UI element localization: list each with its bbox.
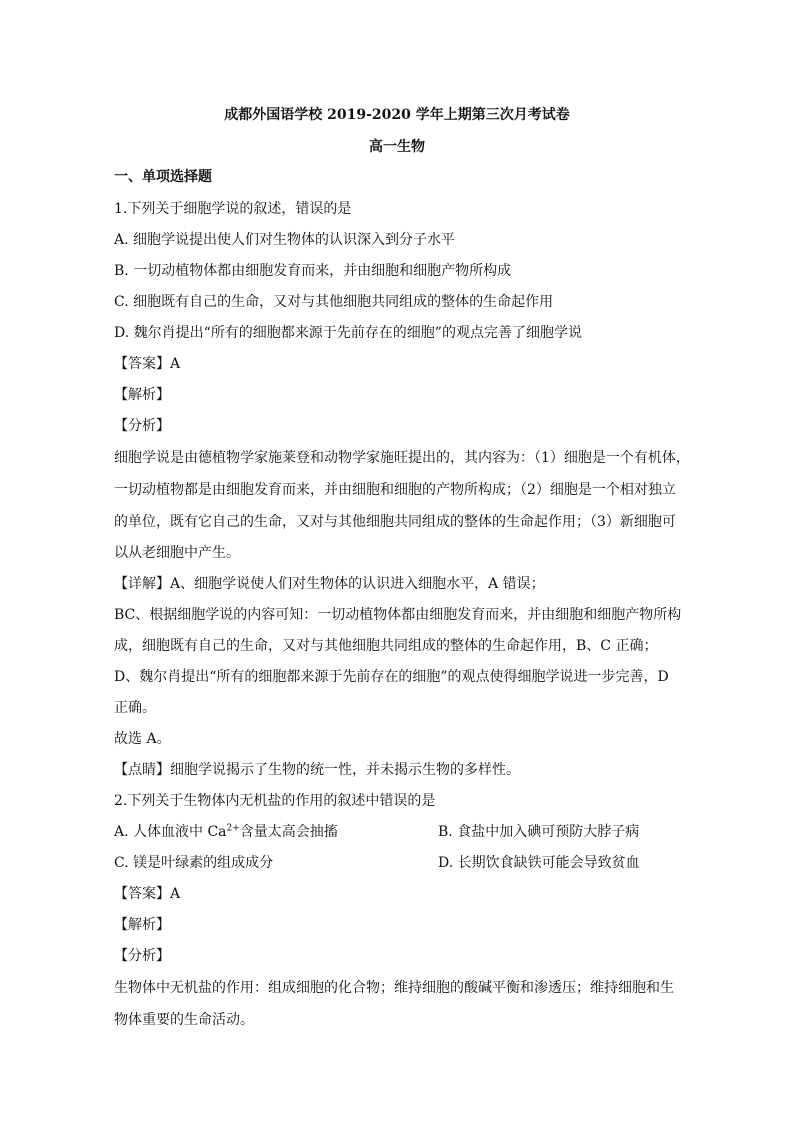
- q1-option-d: D. 魏尔肖提出“所有的细胞都来源于先前存在的细胞”的观点完善了细胞学说: [114, 325, 582, 341]
- q1-option-c: C. 细胞既有自己的生命，又对与其他细胞共同组成的整体的生命起作用: [114, 294, 554, 310]
- exam-subtitle: 高一生物: [369, 139, 425, 155]
- q1-detail-line: 成，细胞既有自己的生命，又对与其他细胞共同组成的整体的生命起作用，B、C 正确；: [114, 638, 658, 654]
- q1-option-a: A. 细胞学说提出使人们对生物体的认识深入到分子水平: [114, 232, 456, 248]
- q1-detail-line: 故选 A。: [114, 731, 171, 747]
- q2-analysis-line: 物体重要的生命活动。: [114, 1012, 254, 1028]
- q2-fenxi-label: 【分析】: [114, 948, 170, 964]
- q1-analysis-line: 细胞学说是由德植物学家施莱登和动物学家施旺提出的，其内容为：（1）细胞是一个有机体，: [114, 450, 690, 466]
- q1-answer: 【答案】A: [114, 356, 181, 372]
- question-2-stem: 2.下列关于生物体内无机盐的作用的叙述中错误的是: [114, 793, 436, 809]
- q1-note: 【点睛】细胞学说揭示了生物的统一性，并未揭示生物的多样性。: [114, 762, 520, 778]
- q2-option-d: D. 长期饮食缺铁可能会导致贫血: [438, 855, 640, 871]
- section-heading: 一、单项选择题: [114, 169, 212, 185]
- q2-option-a-superscript: 2+: [226, 823, 240, 834]
- question-1-stem: 1.下列关于细胞学说的叙述，错误的是: [114, 201, 352, 217]
- q2-option-b: B. 食盐中加入碘可预防大脖子病: [438, 824, 640, 840]
- q1-analysis-line: 以从老细胞中产生。: [114, 545, 240, 561]
- q1-detail-line: 正确。: [114, 700, 156, 716]
- q2-answer: 【答案】A: [114, 886, 181, 902]
- q1-detail-line: D、魏尔肖提出“所有的细胞都来源于先前存在的细胞”的观点使得细胞学说进一步完善，D: [114, 669, 669, 685]
- q2-option-a-text-end: 含量太高会抽搐: [239, 824, 338, 840]
- q2-jiexi-label: 【解析】: [114, 917, 170, 933]
- q1-analysis-line: 一切动植物都是由细胞发育而来，并由细胞和细胞的产物所构成；（2）细胞是一个相对独立: [114, 482, 676, 498]
- q1-jiexi-label: 【解析】: [114, 387, 170, 403]
- q2-analysis-line: 生物体中无机盐的作用：组成细胞的化合物；维持细胞的酸碱平衡和渗透压；维持细胞和生: [114, 980, 674, 996]
- q1-analysis-line: 的单位，既有它自己的生命，又对与其他细胞共同组成的整体的生命起作用；（3）新细胞可: [114, 514, 676, 530]
- q2-option-a: [114, 821, 338, 841]
- q1-option-b: B. 一切动植物体都由细胞发育而来，并由细胞和细胞产物所构成: [114, 263, 512, 279]
- q1-fenxi-label: 【分析】: [114, 418, 170, 434]
- exam-title: 成都外国语学校 2019-2020 学年上期第三次月考试卷: [224, 107, 570, 123]
- q1-detail-line: BC、根据细胞学说的内容可知：一切动植物体都由细胞发育而来，并由细胞和细胞产物所构: [114, 607, 682, 623]
- q2-option-c: C. 镁是叶绿素的组成成分: [114, 855, 274, 871]
- q2-option-a-text: A. 人体血液中 Ca: [114, 824, 227, 840]
- q1-detail-line: 【详解】A、细胞学说使人们对生物体的认识进入细胞水平，A 错误；: [114, 576, 545, 592]
